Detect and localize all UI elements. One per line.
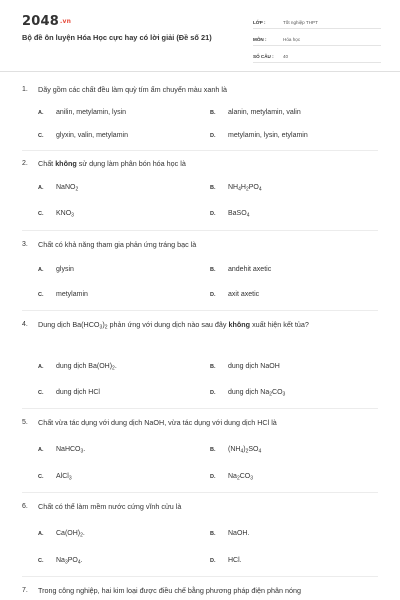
option-c[interactable]: C. $Na_3PO_4$. [38, 557, 83, 566]
question-number: 1. [22, 86, 28, 93]
meta-subject: MÔN : Hóa học [253, 33, 381, 46]
option-a[interactable]: A. glysin [38, 266, 74, 273]
question-divider [22, 230, 378, 231]
formula: $Na_3PO_4$. [56, 557, 83, 566]
option-b[interactable]: B. $NH_4H_2PO_4$ [210, 184, 262, 193]
site-logo[interactable]: 2048.vn [22, 14, 72, 29]
option-d[interactable]: D. metylamin, lysin, etylamin [210, 132, 308, 139]
question-divider [22, 150, 378, 151]
formula: $(NH_4)_2SO_4$ [228, 446, 262, 455]
option-b[interactable]: B. $(NH_4)_2SO_4$ [210, 446, 262, 455]
option-a[interactable]: A. dung dịch $Ba(OH)_2$. [38, 363, 117, 372]
formula: $KNO_3$ [56, 210, 74, 219]
question-text: Dãy gồm các chất đều làm quỳ tím ẩm chuyển màu xanh là [38, 85, 227, 94]
question-divider [22, 492, 378, 493]
meta-info [253, 16, 381, 67]
document-title: Bộ đề ôn luyện Hóa Học cực hay có lời giải (Đề số 21) [22, 33, 212, 42]
question-text: Chất vừa tác dụng với dung dịch NaOH, vừa tác dụng với dung dịch HCl là [38, 418, 277, 427]
option-d[interactable]: D. dung dịch $Na_2CO_3$ [210, 389, 286, 398]
meta-question-count: SỐ CÂU : 40 [253, 50, 381, 63]
header-divider [0, 71, 400, 72]
document-header [0, 0, 400, 62]
question-text: Chất có khả năng tham gia phản ứng tráng bạc là [38, 240, 197, 249]
question-number: 5. [22, 419, 28, 426]
question-number: 3. [22, 241, 28, 248]
option-d[interactable]: D. $Na_2CO_3$ [210, 473, 254, 482]
question-number: 2. [22, 160, 28, 167]
formula: BaSO$_4$ [228, 210, 250, 219]
formula: NaNO$_2$ [56, 184, 79, 193]
formula: NaHCO$_3$. [56, 446, 86, 455]
question-divider [22, 576, 378, 577]
question-number: 7. [22, 587, 28, 594]
option-b[interactable]: B. alanin, metylamin, valin [210, 109, 301, 116]
question-text: Dung dịch $Ba(HCO_3)_2$ phản ứng với dung dịch nào sau đây không xuất hiện kết tủa? [38, 320, 309, 331]
formula: dung dịch $Na_2CO_3$ [228, 389, 286, 398]
option-c[interactable]: C. metylamin [38, 291, 88, 298]
option-d[interactable]: D. axit axetic [210, 291, 260, 298]
formula: $Ca(OH)_2$. [56, 530, 85, 539]
question-number: 4. [22, 321, 28, 328]
formula: $NH_4H_2PO_4$ [228, 184, 262, 193]
question-text: Chất không sử dụng làm phân bón hóa học là [38, 159, 186, 168]
question-divider [22, 408, 378, 409]
option-c[interactable]: C. glyxin, valin, metylamin [38, 132, 128, 139]
question-text: Trong công nghiệp, hai kim loại được điều chế bằng phương pháp điện phân nóng [38, 586, 301, 595]
meta-class: LỚP : Tốt nghiệp THPT [253, 16, 381, 29]
formula: Dung dịch $Ba(HCO_3)_2$ phản ứng với dung dịch nào sau đây [38, 320, 229, 331]
formula: AlCl$_3$ [56, 473, 72, 482]
question-number: 6. [22, 503, 28, 510]
option-d[interactable]: D. HCl. [210, 557, 242, 564]
option-a[interactable]: A. anilin, metylamin, lysin [38, 109, 127, 116]
option-b[interactable]: B. dung dịch NaOH [210, 363, 280, 370]
option-a[interactable]: A. $Ca(OH)_2$. [38, 530, 85, 539]
option-c[interactable]: C. $KNO_3$ [38, 210, 74, 219]
formula: dung dịch $Ba(OH)_2$. [56, 363, 117, 372]
question-divider [22, 310, 378, 311]
option-c[interactable]: C. AlCl$_3$ [38, 473, 72, 482]
option-c[interactable]: C. dung dịch HCl [38, 389, 100, 396]
option-b[interactable]: B. andehit axetic [210, 266, 272, 273]
option-b[interactable]: B. NaOH. [210, 530, 250, 537]
option-d[interactable]: D. BaSO$_4$ [210, 210, 250, 219]
option-a[interactable]: A. NaNO$_2$ [38, 184, 79, 193]
question-text: Chất có thể làm mềm nước cứng vĩnh cửu là [38, 502, 182, 511]
formula: $Na_2CO_3$ [228, 473, 254, 482]
option-a[interactable]: A. NaHCO$_3$. [38, 446, 86, 455]
